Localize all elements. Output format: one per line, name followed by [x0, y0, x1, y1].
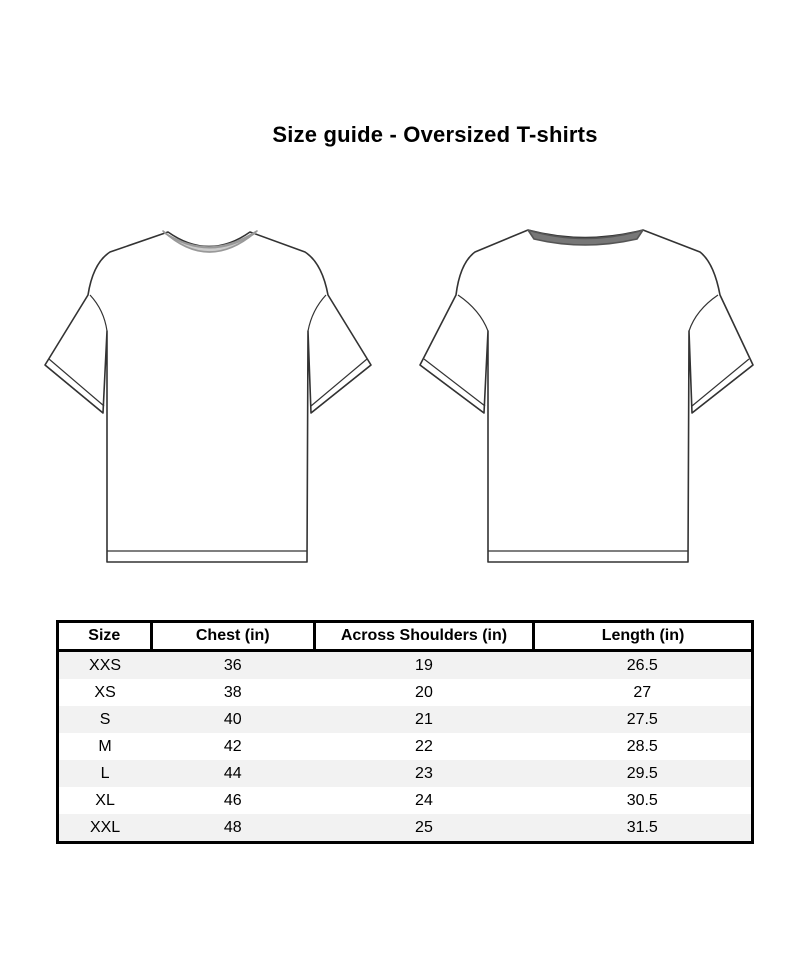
- cell-shoulders: 21: [314, 706, 533, 733]
- cell-chest: 44: [151, 760, 314, 787]
- cell-chest: 36: [151, 651, 314, 680]
- cell-size: XXL: [58, 814, 152, 843]
- table-header-row: [58, 622, 753, 651]
- tshirt-front-icon: [45, 231, 371, 562]
- table-row: [58, 706, 753, 733]
- table-row: [58, 814, 753, 843]
- tshirt-back-icon: [420, 230, 753, 562]
- cell-size: L: [58, 760, 152, 787]
- cell-length: 27: [534, 679, 753, 706]
- cell-size: XXS: [58, 651, 152, 680]
- cell-chest: 48: [151, 814, 314, 843]
- cell-size: XS: [58, 679, 152, 706]
- cell-chest: 46: [151, 787, 314, 814]
- header-size: Size: [58, 622, 152, 651]
- page-title: Size guide - Oversized T-shirts: [272, 122, 598, 147]
- cell-shoulders: 20: [314, 679, 533, 706]
- header-shoulders: Across Shoulders (in): [314, 622, 533, 651]
- cell-length: 29.5: [534, 760, 753, 787]
- cell-length: 27.5: [534, 706, 753, 733]
- cell-chest: 38: [151, 679, 314, 706]
- cell-shoulders: 24: [314, 787, 533, 814]
- cell-size: XL: [58, 787, 152, 814]
- cell-length: 26.5: [534, 651, 753, 680]
- table-row: [58, 733, 753, 760]
- table-row: [58, 787, 753, 814]
- table-row: [58, 651, 753, 680]
- tshirt-illustrations: [0, 215, 800, 575]
- cell-shoulders: 19: [314, 651, 533, 680]
- cell-length: 28.5: [534, 733, 753, 760]
- cell-shoulders: 22: [314, 733, 533, 760]
- cell-size: M: [58, 733, 152, 760]
- table-row: [58, 760, 753, 787]
- cell-shoulders: 23: [314, 760, 533, 787]
- size-table: [56, 620, 754, 844]
- cell-length: 31.5: [534, 814, 753, 843]
- table-row: [58, 679, 753, 706]
- header-length: Length (in): [534, 622, 753, 651]
- cell-size: S: [58, 706, 152, 733]
- cell-shoulders: 25: [314, 814, 533, 843]
- cell-length: 30.5: [534, 787, 753, 814]
- header-chest: Chest (in): [151, 622, 314, 651]
- cell-chest: 42: [151, 733, 314, 760]
- cell-chest: 40: [151, 706, 314, 733]
